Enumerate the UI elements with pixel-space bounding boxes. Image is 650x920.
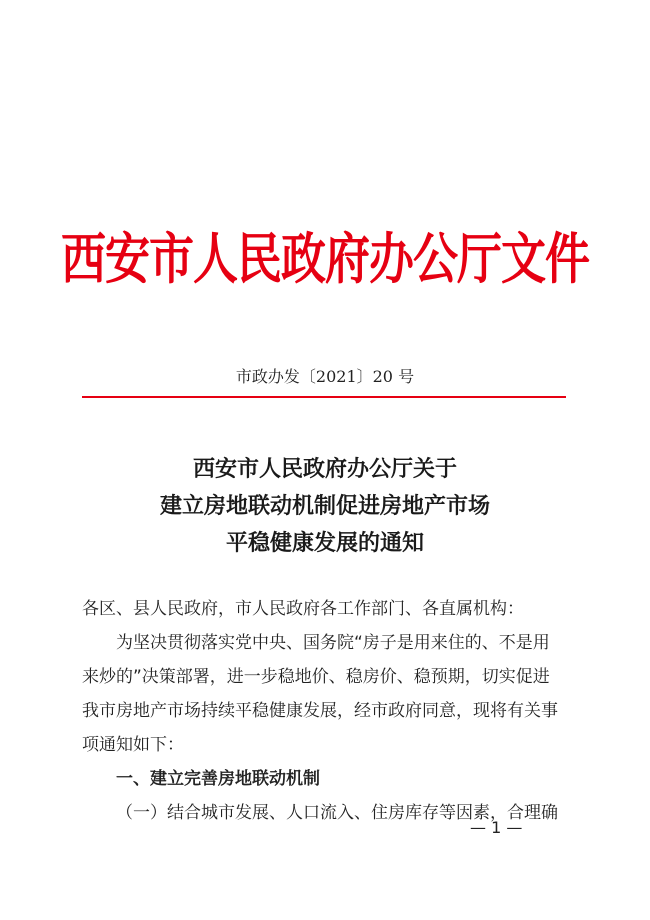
paragraph-line: 来炒的”决策部署，进一步稳地价、稳房价、稳预期，切实促进 (82, 667, 550, 687)
red-divider-line (82, 396, 566, 398)
page-number: — 1 — (470, 818, 523, 837)
subsection-line: （一）结合城市发展、人口流入、住房库存等因素，合理确 (116, 803, 558, 823)
document-number: 市政办发〔2021〕20 号 (235, 367, 415, 386)
paragraph-line: 为坚决贯彻落实党中央、国务院“房子是用来住的、不是用 (116, 633, 550, 653)
document-body (82, 592, 572, 830)
section-heading: 一、建立完善房地联动机制 (116, 769, 320, 789)
paragraph-line: 我市房地产市场持续平稳健康发展，经市政府同意，现将有关事 (82, 701, 558, 721)
title-line: 建立房地联动机制促进房地产市场 (159, 493, 490, 519)
addressee-line: 各区、县人民政府，市人民政府各工作部门、各直属机构： (82, 599, 524, 619)
title-line: 平稳健康发展的通知 (225, 530, 424, 556)
document-title (0, 451, 650, 562)
title-line: 西安市人民政府办公厅关于 (192, 456, 457, 482)
paragraph-line: 项通知如下： (82, 735, 184, 755)
document-masthead: 西安市人民政府办公厅文件 (60, 226, 589, 292)
